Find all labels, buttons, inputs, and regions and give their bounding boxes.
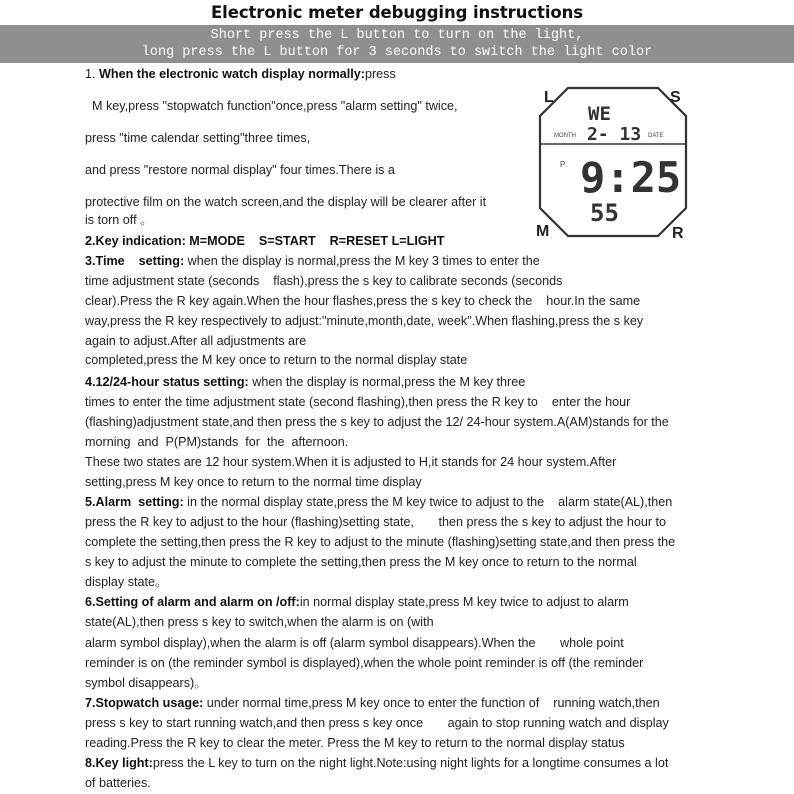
instruction-line bbox=[85, 614, 434, 630]
line-text: (flashing)adjustment state,and then press the s key to adjust the 12/ 24-hour system.A(AM)stands for the bbox=[85, 415, 669, 429]
instruction-line bbox=[85, 574, 168, 590]
line-text: alarm symbol display),when the alarm is off (alarm symbol disappears).When the whole point bbox=[85, 636, 624, 650]
instruction-line bbox=[85, 352, 467, 368]
instruction-line bbox=[85, 313, 643, 329]
line-text: when the display is normal,press the M key three bbox=[248, 375, 526, 389]
line-text: clear).Press the R key again.When the hour flashes,press the s key to check the hour.In the same bbox=[85, 294, 641, 308]
instruction-line bbox=[85, 162, 395, 178]
weekday-display: WE bbox=[588, 103, 611, 125]
instruction-line bbox=[85, 735, 625, 751]
section-heading: 7.Stopwatch usage: bbox=[85, 696, 204, 710]
line-text: reading.Press the R key to clear the meter. Press the M key to return to the normal display status bbox=[85, 736, 625, 750]
line-text: protective film on the watch screen,and the display will be clearer after it bbox=[85, 195, 487, 209]
instruction-line bbox=[85, 514, 666, 530]
instruction-line bbox=[85, 233, 444, 249]
key-r-label: R bbox=[672, 225, 684, 242]
line-text: setting,press M key once to return to the normal time display bbox=[85, 475, 422, 489]
instruction-line bbox=[85, 494, 672, 510]
instruction-line bbox=[85, 130, 310, 146]
month-label: MONTH bbox=[554, 133, 576, 139]
instruction-line bbox=[85, 775, 151, 791]
line-text: M key,press "stopwatch function"once,press "alarm setting" twice, bbox=[85, 99, 458, 113]
section-heading: 6.Setting of alarm and alarm on /off: bbox=[85, 595, 300, 609]
line-text: press "time calendar setting"three times, bbox=[85, 131, 311, 145]
watch-face-illustration bbox=[530, 82, 696, 242]
section-heading: 3.Time setting: bbox=[85, 254, 185, 268]
instruction-line bbox=[85, 374, 525, 390]
instruction-line bbox=[85, 253, 540, 269]
instruction-line bbox=[85, 715, 669, 731]
key-s-label: S bbox=[670, 89, 681, 106]
instruction-line bbox=[85, 655, 643, 671]
seconds-display: 55 bbox=[590, 199, 619, 227]
instruction-line bbox=[85, 273, 562, 289]
instruction-line bbox=[85, 675, 207, 691]
banner-line-2: long press the L button for 3 seconds to switch the light color bbox=[141, 45, 653, 60]
watch-display-diagram bbox=[530, 82, 696, 242]
instruction-line bbox=[85, 333, 306, 349]
instruction-line bbox=[85, 293, 640, 309]
line-text: display state。 bbox=[85, 575, 168, 589]
line-text: These two states are 12 hour system.When it is adjusted to H,it stands for 24 hour system.After bbox=[85, 455, 617, 469]
month-day-display: 2- 13 bbox=[587, 124, 642, 145]
instruction-line bbox=[85, 66, 396, 82]
section-heading: 8.Key light: bbox=[85, 756, 153, 770]
instruction-line bbox=[85, 534, 675, 550]
section-heading: 2.Key indication: M=MODE S=START R=RESET L=LIGHT bbox=[85, 234, 445, 248]
instruction-line bbox=[85, 695, 660, 711]
line-text: way,press the R key respectively to adjust:"minute,month,date, week".When flashing,press the s key bbox=[85, 314, 644, 328]
line-text: symbol disappears)。 bbox=[85, 676, 207, 690]
instruction-line bbox=[85, 414, 669, 430]
line-text: completed,press the M key once to return to the normal display state bbox=[85, 353, 468, 367]
line-number: 1. bbox=[85, 67, 100, 81]
pm-indicator: P bbox=[560, 160, 566, 169]
line-text: is torn off 。 bbox=[85, 213, 153, 227]
instruction-line bbox=[85, 454, 616, 470]
instruction-line bbox=[85, 474, 422, 490]
instruction-line bbox=[85, 98, 458, 114]
instruction-line bbox=[85, 594, 629, 610]
section-heading: 4.12/24-hour status setting: bbox=[85, 375, 249, 389]
line-text: of batteries. bbox=[85, 776, 151, 790]
line-text: in normal display state,press M key twice to adjust to alarm bbox=[299, 595, 629, 609]
line-text: and press "restore normal display" four times.There is a bbox=[85, 163, 395, 177]
section-heading: When the electronic watch display normally: bbox=[99, 67, 365, 81]
line-text: press bbox=[364, 67, 396, 81]
line-text: s key to adjust the minute to complete the setting,then press the M key once to return to the normal bbox=[85, 555, 637, 569]
instruction-line bbox=[85, 554, 637, 570]
line-text: again to adjust.After all adjustments are bbox=[85, 334, 307, 348]
line-text: state(AL),then press s key to switch,when the alarm is on (with bbox=[85, 615, 434, 629]
line-text: in the normal display state,press the M key twice to adjust to the alarm state(AL),then bbox=[183, 495, 673, 509]
line-text: times to enter the time adjustment state (second flashing),then press the R key to enter the hour bbox=[85, 395, 631, 409]
key-m-label: M bbox=[536, 223, 550, 240]
banner-line-1: Short press the L button to turn on the light, bbox=[210, 28, 584, 43]
light-instruction-banner bbox=[0, 25, 794, 63]
instruction-line bbox=[85, 194, 486, 210]
line-text: complete the setting,then press the R key to adjust to the minute (flashing)setting state,and then press the bbox=[85, 535, 676, 549]
date-label: DATE bbox=[648, 133, 664, 139]
line-text: morning and P(PM)stands for the afternoon. bbox=[85, 435, 349, 449]
time-display: 9:25 bbox=[580, 153, 682, 202]
line-text: press the R key to adjust to the hour (flashing)setting state, then press the s key to adjust the hour to bbox=[85, 515, 667, 529]
instruction-line bbox=[85, 434, 348, 450]
line-text: under normal time,press M key once to enter the function of running watch,then bbox=[203, 696, 660, 710]
section-heading: 5.Alarm setting: bbox=[85, 495, 184, 509]
instruction-line bbox=[85, 755, 668, 771]
key-l-label: L bbox=[544, 89, 554, 106]
instruction-line bbox=[85, 212, 153, 228]
page-title: Electronic meter debugging instructions bbox=[211, 3, 583, 22]
line-text: reminder is on (the reminder symbol is displayed),when the whole point reminder is off (the reminder bbox=[85, 656, 644, 670]
instruction-line bbox=[85, 394, 630, 410]
line-text: press s key to start running watch,and then press s key once again to stop running watch and display bbox=[85, 716, 669, 730]
line-text: when the display is normal,press the M key 3 times to enter the bbox=[184, 254, 540, 268]
instruction-line bbox=[85, 635, 624, 651]
line-text: time adjustment state (seconds flash),press the s key to calibrate seconds (seconds bbox=[85, 274, 563, 288]
line-text: press the L key to turn on the night light.Note:using night lights for a longtime consumes a lot bbox=[152, 756, 669, 770]
